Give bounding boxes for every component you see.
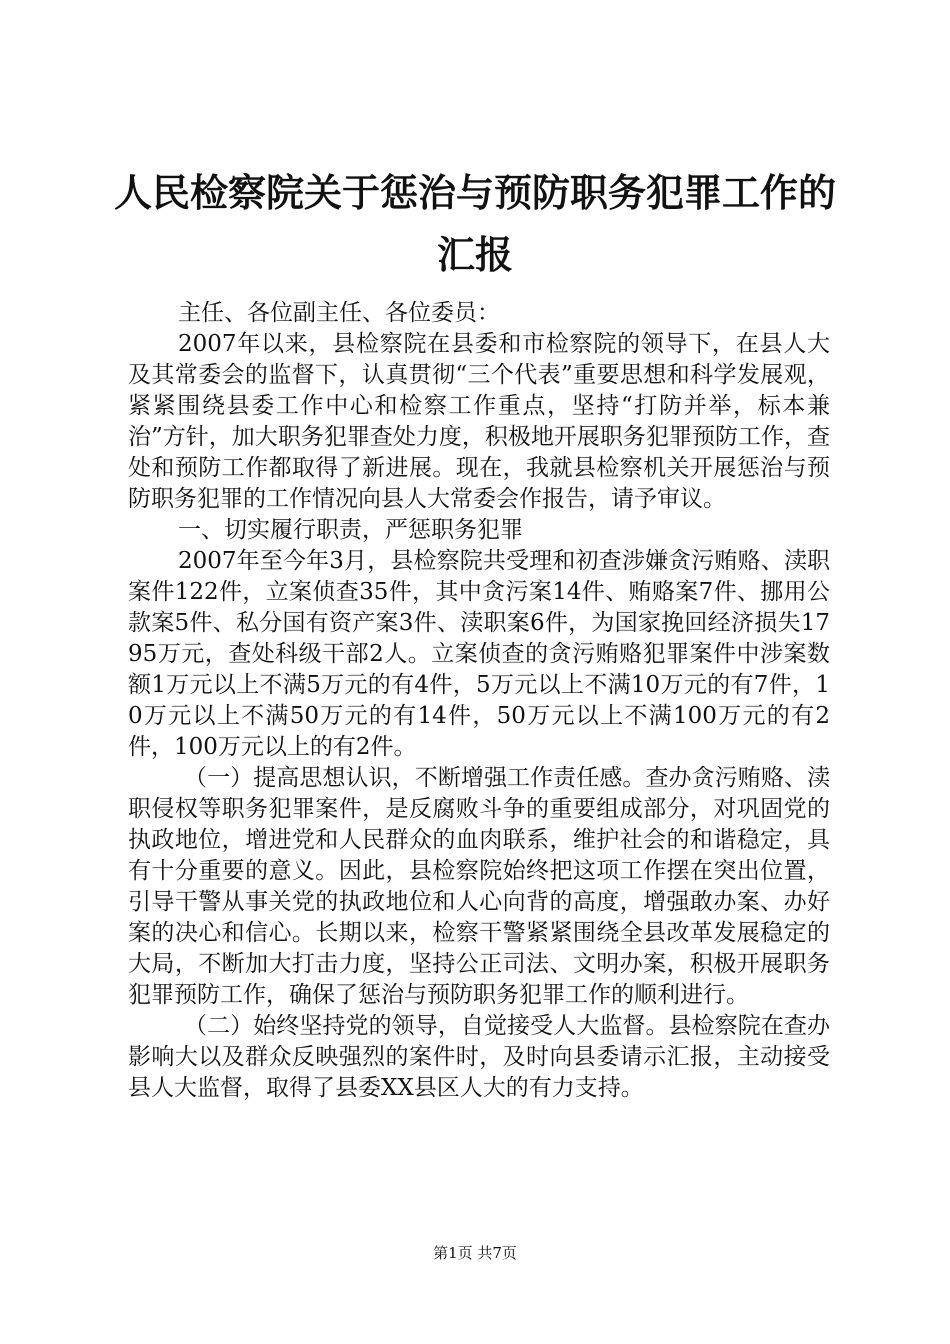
- page-footer: 第1页 共7页: [433, 1244, 517, 1262]
- salutation-paragraph: 主任、各位副主任、各位委员：: [178, 300, 500, 326]
- subsection-one-paragraph: （一）提高思想认识，不断增强工作责任感。查办贪污贿赂、渎职侵权等职务犯罪案件，是反腐败斗争的重要组成部分，对巩固党的执政地位，增进党和人民群众的血肉联系，维护社会的和谐稳定，具有十分重要的意义。因此，县检察院始终把这项工作摆在突出位置，引导干警从事关党的执政地位和人心向背的高度，增强敢办案、办好案的决心和信心。长期以来，检察干警紧紧围绕全县改革发展稳定的大局，不断加大打击力度，坚持公正司法、文明办案，积极开展职务犯罪预防工作，确保了惩治与预防职务犯罪工作的顺利进行。: [128, 765, 830, 1008]
- document-body: [128, 298, 830, 1104]
- document-title: 人民检察院关于惩治与预防职务犯罪工作的汇报: [113, 170, 836, 277]
- section-heading: 一、切实履行职责，严惩职务犯罪: [178, 517, 523, 543]
- subsection-two-paragraph: （二）始终坚持党的领导，自觉接受人大监督。县检察院在查办影响大以及群众反映强烈的案件时，及时向县委请示汇报，主动接受县人大监督，取得了县委XX县区人大的有力支持。: [128, 1013, 830, 1101]
- intro-paragraph: 2007年以来，县检察院在县委和市检察院的领导下，在县人大及其常委会的监督下，认真贯彻“三个代表”重要思想和科学发展观，紧紧围绕县委工作中心和检察工作重点，坚持“打防并举，标本兼治”方针，加大职务犯罪查处力度，积极地开展职务犯罪预防工作，查处和预防工作都取得了新进展。现在，我就县检察机关开展惩治与预防职务犯罪的工作情况向县人大常委会作报告，请予审议。: [128, 331, 830, 512]
- statistics-paragraph: 2007年至今年3月，县检察院共受理和初查涉嫌贪污贿赂、渎职案件122件，立案侦查35件，其中贪污案14件、贿赂案7件、挪用公款案5件、私分国有资产案3件、渎职案6件，为国家挽回经济损失1795万元，查处科级干部2人。立案侦查的贪污贿赂犯罪案件中涉案数额1万元以上不满5万元的有4件，5万元以上不满10万元的有7件，10万元以上不满50万元的有14件，50万元以上不满100万元的有2件，100万元以上的有2件。: [128, 548, 830, 760]
